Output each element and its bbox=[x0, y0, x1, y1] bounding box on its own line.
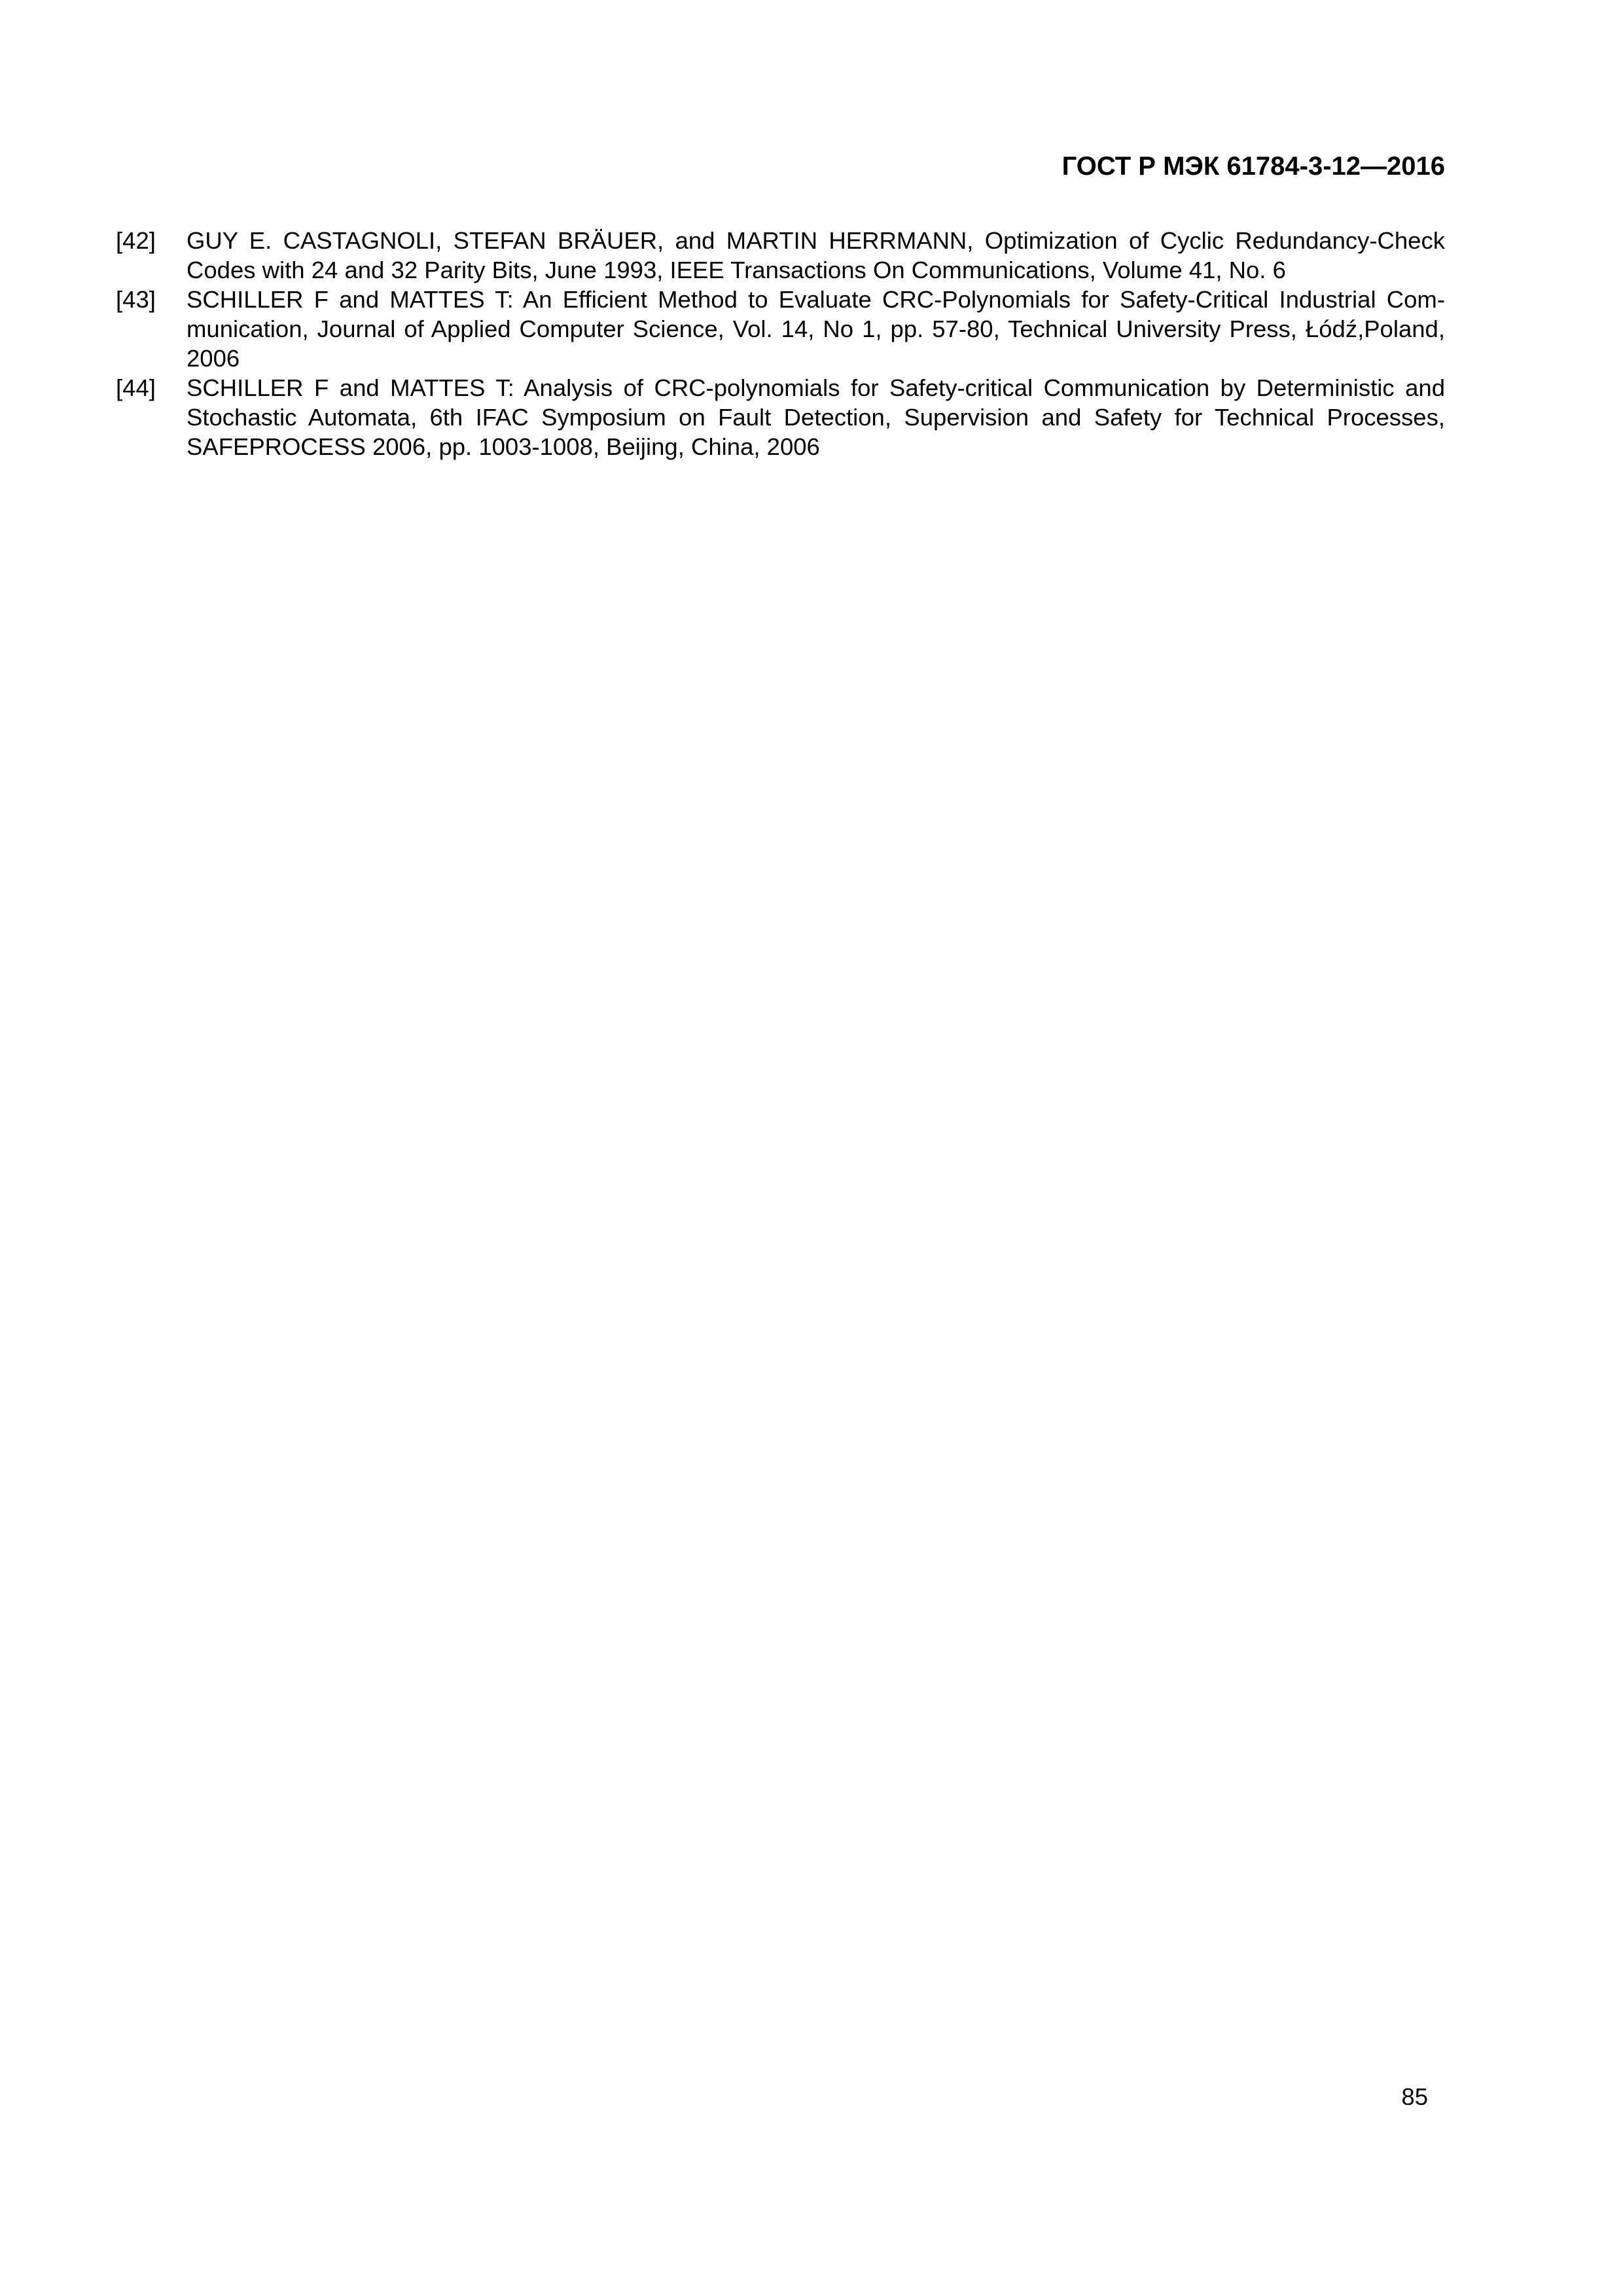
reference-list bbox=[116, 226, 1445, 461]
reference-item-44 bbox=[116, 373, 1445, 461]
reference-text: GUY E. CASTAGNOLI, STEFAN BRÄUER, and MARTIN HERRMANN, Optimization of Cyclic Redundancy-Check Codes with 24 and 32 Parity Bits, June 1993, IEEE Transactions On Communications, Volume 41, No. 6 bbox=[187, 227, 1445, 283]
reference-text: SCHILLER F and MATTES T: An Efficient Method to Evaluate CRC-Polynomials for Safety-Critical Industrial Com-munication, Journal of Applied Computer Science, Vol. 14, No 1, pp. 57-80, Technical University Press, Łódź,Poland, 2006 bbox=[187, 286, 1445, 372]
reference-item-43 bbox=[116, 285, 1445, 373]
reference-number: [43] bbox=[116, 286, 156, 313]
page-number: 85 bbox=[1401, 2083, 1428, 2110]
reference-text: SCHILLER F and MATTES T: Analysis of CRC-polynomials for Safety-critical Communication by Deterministic and Stochastic Automata, 6th IFAC Symposium on Fault Detection, Supervision and Safety for Technical Processes, SAFEPROCESS 2006, pp. 1003-1008, Beijing, China, 2006 bbox=[187, 374, 1445, 460]
reference-number: [44] bbox=[116, 374, 156, 401]
reference-item-42 bbox=[116, 226, 1445, 285]
document-header: ГОСТ Р МЭК 61784-3-12—2016 bbox=[1061, 152, 1445, 181]
reference-number: [42] bbox=[116, 227, 156, 254]
